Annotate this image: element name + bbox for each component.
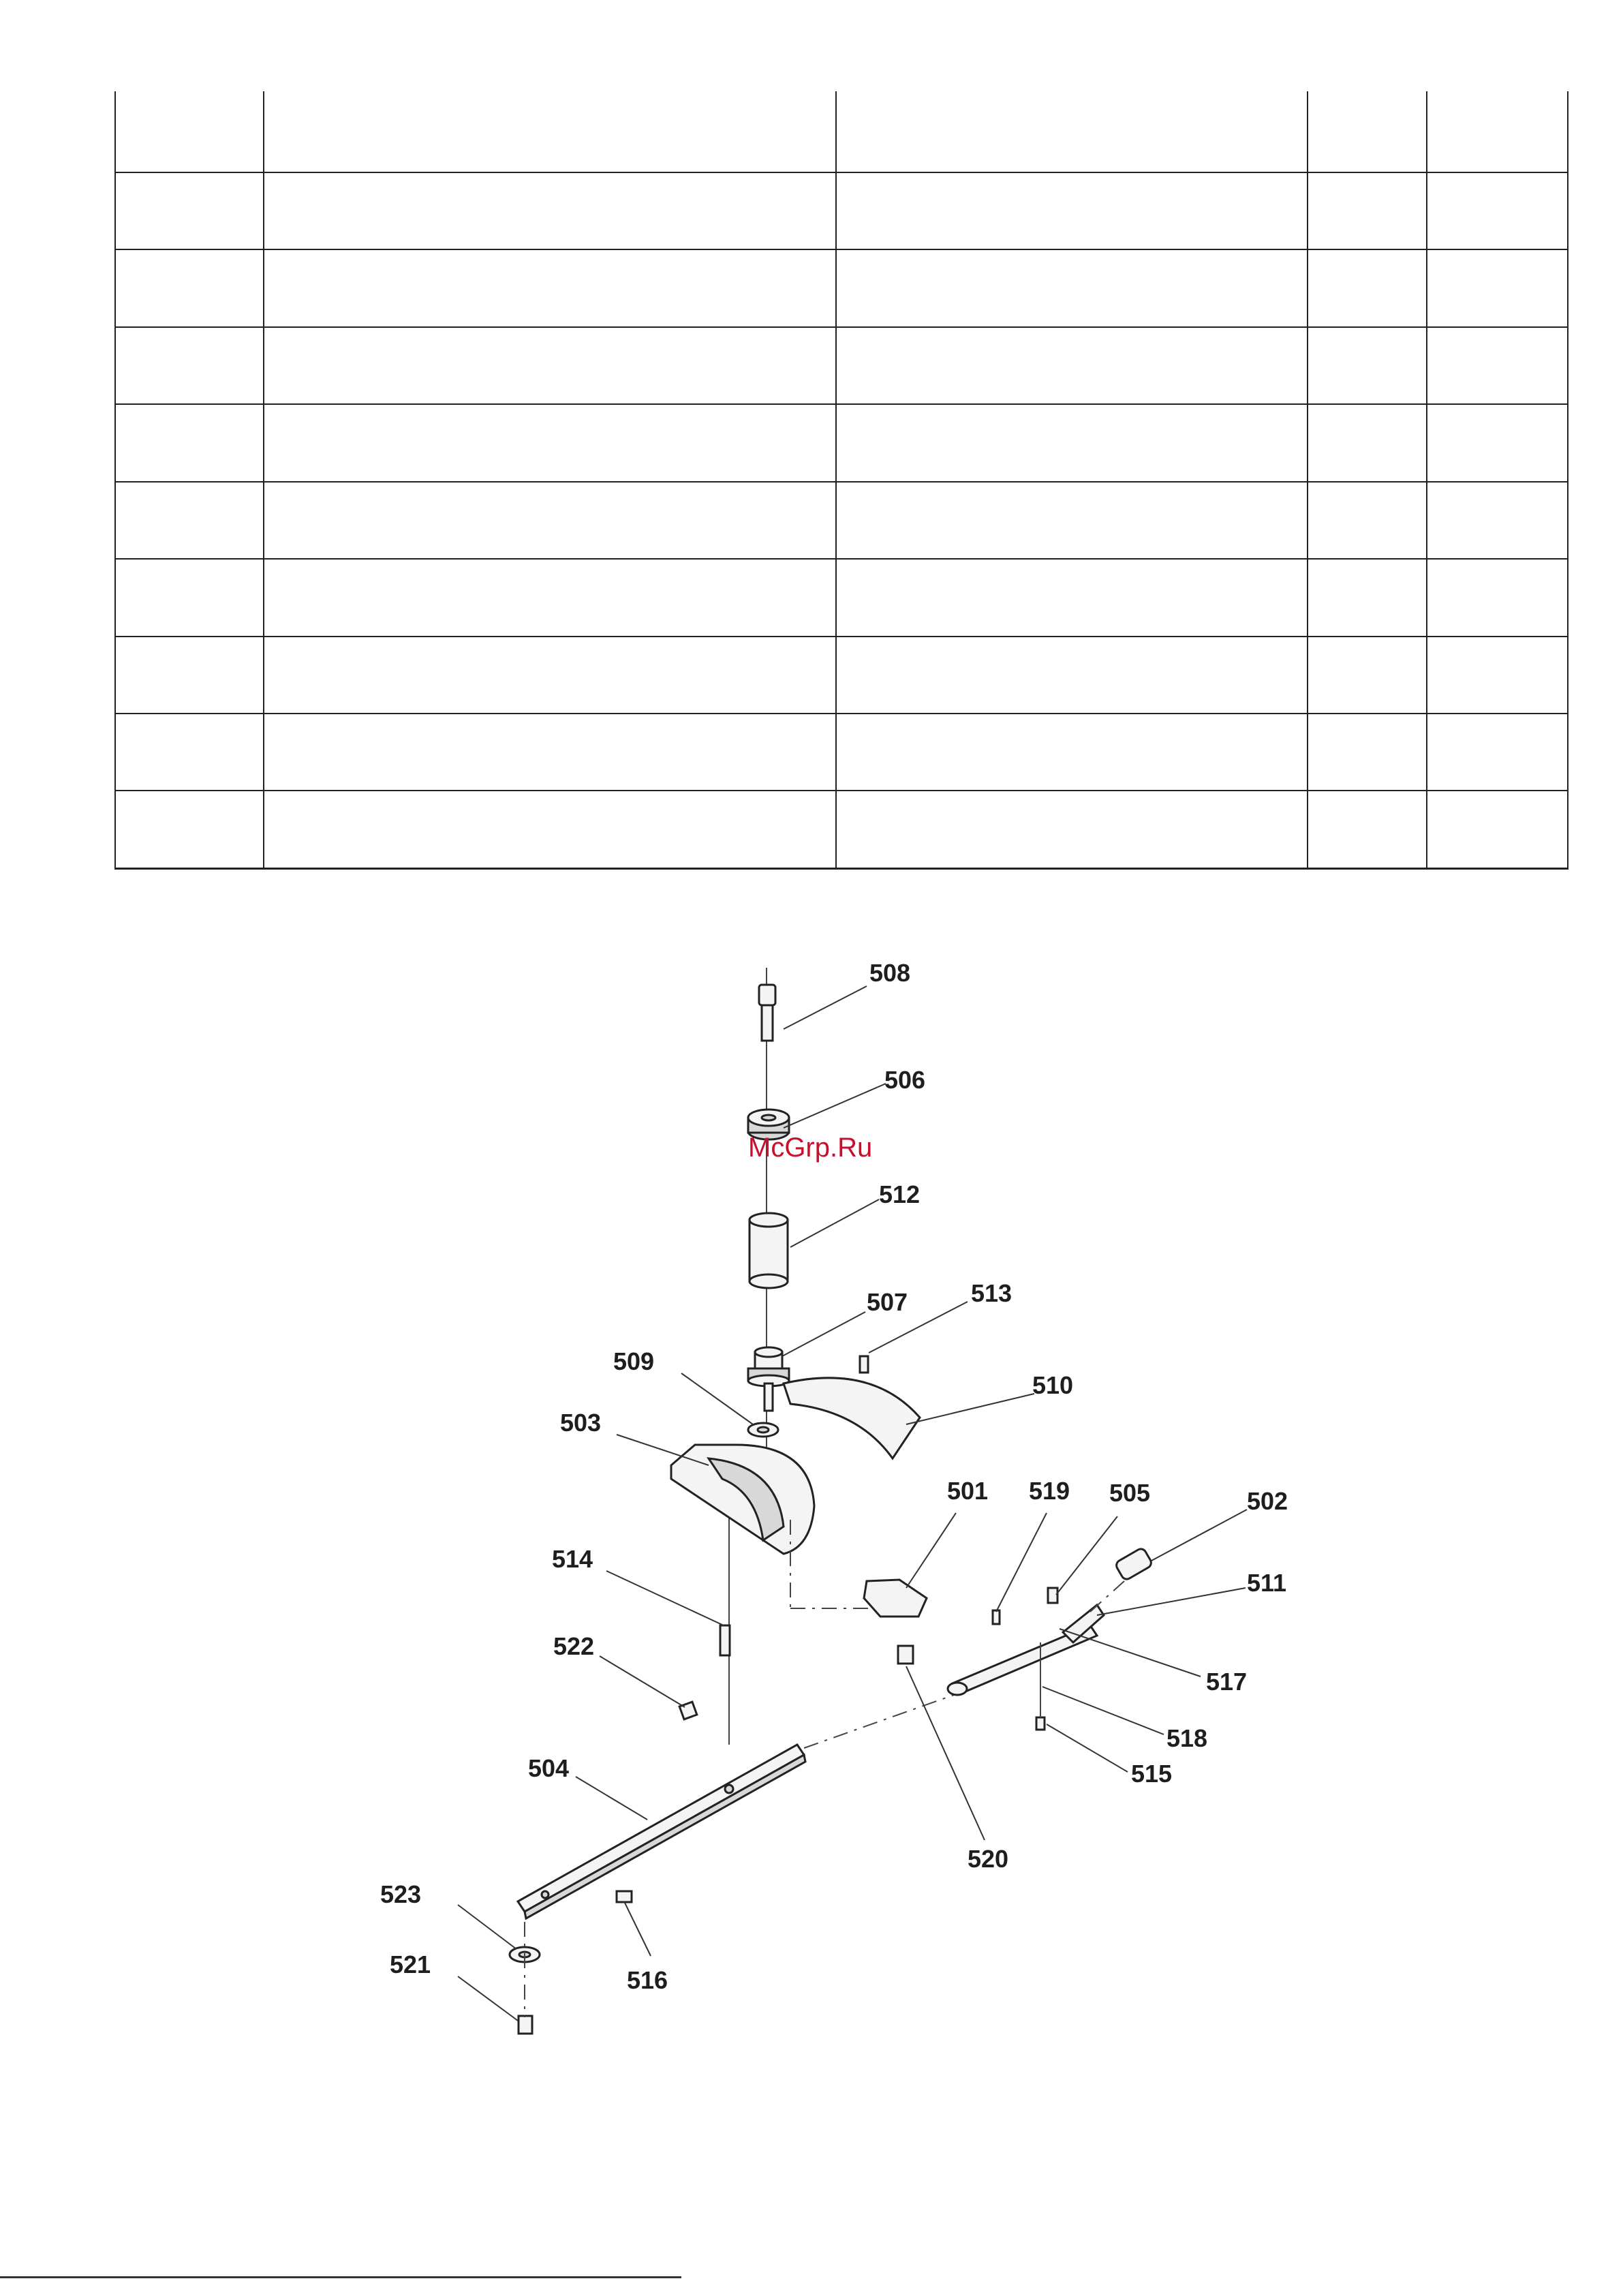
footer-rule bbox=[0, 2276, 681, 2278]
parts-table bbox=[114, 91, 1568, 870]
callout-521: 521 bbox=[390, 1950, 431, 1978]
table-cell bbox=[836, 327, 1308, 404]
table-cell bbox=[1427, 91, 1568, 172]
table-cell bbox=[264, 91, 836, 172]
table-cell bbox=[115, 482, 264, 559]
part-513-pin bbox=[860, 1356, 868, 1373]
callout-514: 514 bbox=[552, 1545, 593, 1573]
callout-515: 515 bbox=[1131, 1760, 1173, 1788]
table-cell bbox=[1308, 637, 1427, 714]
callout-522: 522 bbox=[553, 1632, 595, 1660]
table-cell bbox=[115, 172, 264, 249]
part-519-pin bbox=[993, 1610, 1000, 1624]
table-row bbox=[115, 404, 1568, 481]
table-cell bbox=[264, 559, 836, 636]
part-507-pivot bbox=[748, 1347, 789, 1411]
table-cell bbox=[264, 327, 836, 404]
table-row bbox=[115, 637, 1568, 714]
callout-503: 503 bbox=[560, 1409, 602, 1437]
table-cell bbox=[1427, 637, 1568, 714]
table-cell bbox=[264, 249, 836, 326]
part-512-sleeve bbox=[749, 1213, 788, 1288]
callout-507: 507 bbox=[867, 1288, 908, 1316]
table-cell bbox=[1308, 172, 1427, 249]
callout-504: 504 bbox=[528, 1754, 570, 1782]
part-520-bolt bbox=[898, 1646, 913, 1664]
table-row bbox=[115, 714, 1568, 791]
part-502-grip bbox=[1115, 1547, 1154, 1581]
table-row bbox=[115, 791, 1568, 868]
table-cell bbox=[836, 249, 1308, 326]
callout-516: 516 bbox=[627, 1966, 668, 1994]
table-cell bbox=[264, 637, 836, 714]
table-cell bbox=[1427, 172, 1568, 249]
callout-518: 518 bbox=[1166, 1724, 1208, 1752]
table-cell bbox=[836, 91, 1308, 172]
table-cell bbox=[836, 404, 1308, 481]
callout-509: 509 bbox=[613, 1347, 655, 1375]
table-cell bbox=[836, 791, 1308, 868]
callout-523: 523 bbox=[380, 1880, 422, 1908]
table-cell bbox=[115, 91, 264, 172]
callout-510: 510 bbox=[1032, 1371, 1074, 1399]
callout-519: 519 bbox=[1029, 1477, 1070, 1505]
callout-501: 501 bbox=[947, 1477, 989, 1505]
callout-508: 508 bbox=[869, 959, 911, 987]
table-cell bbox=[264, 482, 836, 559]
table-cell bbox=[1308, 404, 1427, 481]
table-row bbox=[115, 327, 1568, 404]
callout-517: 517 bbox=[1206, 1668, 1248, 1696]
table-cell bbox=[836, 559, 1308, 636]
callout-511: 511 bbox=[1247, 1569, 1287, 1597]
table-row bbox=[115, 249, 1568, 326]
part-516-screw bbox=[617, 1891, 632, 1902]
part-508-bolt bbox=[759, 985, 775, 1041]
table-cell bbox=[264, 714, 836, 791]
table-cell bbox=[1308, 791, 1427, 868]
table-cell bbox=[1427, 482, 1568, 559]
table-cell bbox=[1427, 249, 1568, 326]
callout-505: 505 bbox=[1109, 1479, 1151, 1507]
part-514-dowel bbox=[720, 1625, 730, 1655]
table-cell bbox=[115, 249, 264, 326]
table-cell bbox=[115, 714, 264, 791]
watermark-text: McGrp.Ru bbox=[748, 1133, 873, 1163]
part-505-screw bbox=[1048, 1588, 1057, 1603]
callout-512: 512 bbox=[879, 1180, 921, 1208]
table-cell bbox=[1427, 559, 1568, 636]
table-cell bbox=[115, 404, 264, 481]
table-cell bbox=[115, 559, 264, 636]
part-501-clamp bbox=[864, 1580, 927, 1617]
part-511-handle-arm bbox=[948, 1605, 1104, 1695]
table-cell bbox=[1427, 404, 1568, 481]
table-cell bbox=[115, 327, 264, 404]
table-cell bbox=[1308, 559, 1427, 636]
table-cell bbox=[264, 172, 836, 249]
table-cell bbox=[1308, 327, 1427, 404]
part-509-washer bbox=[748, 1423, 778, 1437]
table-cell bbox=[115, 791, 264, 868]
table-row bbox=[115, 482, 1568, 559]
table-cell bbox=[836, 714, 1308, 791]
table-cell bbox=[115, 637, 264, 714]
exploded-diagram bbox=[0, 886, 1623, 2113]
table-cell bbox=[1427, 714, 1568, 791]
part-515-screw bbox=[1036, 1717, 1045, 1730]
part-503-body bbox=[671, 1445, 814, 1554]
table-cell bbox=[1427, 327, 1568, 404]
table-cell bbox=[1427, 791, 1568, 868]
table-cell bbox=[1308, 714, 1427, 791]
callout-513: 513 bbox=[971, 1279, 1013, 1307]
callout-520: 520 bbox=[968, 1845, 1009, 1873]
part-510-scale bbox=[784, 1378, 920, 1458]
table-cell bbox=[836, 482, 1308, 559]
table-row bbox=[115, 91, 1568, 172]
table-row bbox=[115, 559, 1568, 636]
callout-506: 506 bbox=[884, 1066, 926, 1094]
table-cell bbox=[1308, 249, 1427, 326]
table-row bbox=[115, 172, 1568, 249]
table-cell bbox=[1308, 482, 1427, 559]
table-cell bbox=[836, 172, 1308, 249]
part-521-screw bbox=[519, 2016, 532, 2034]
table-cell bbox=[836, 637, 1308, 714]
callout-502: 502 bbox=[1247, 1487, 1288, 1515]
table-cell bbox=[1308, 91, 1427, 172]
table-cell bbox=[264, 791, 836, 868]
table-cell bbox=[264, 404, 836, 481]
part-522-screw bbox=[679, 1702, 697, 1719]
